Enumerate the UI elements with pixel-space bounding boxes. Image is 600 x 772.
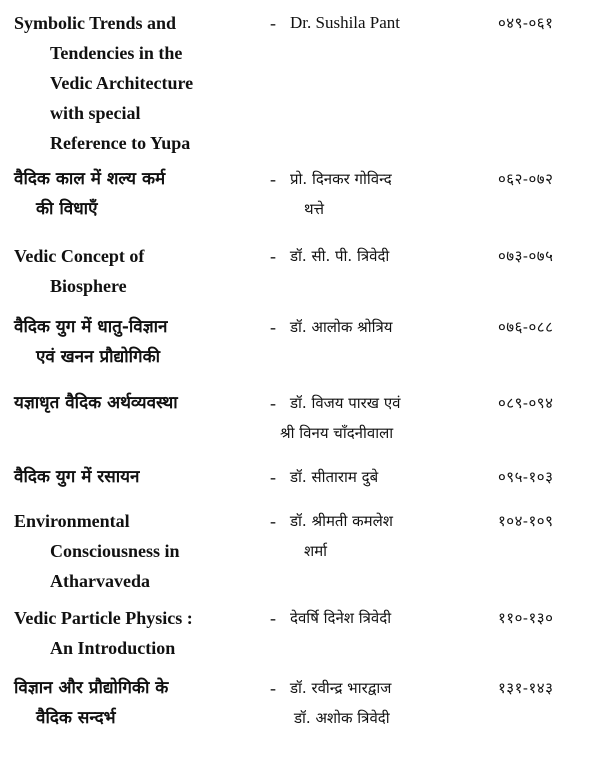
entry-author: [290, 603, 490, 633]
entry-title-line: वैदिक काल में शल्य कर्म: [14, 169, 166, 189]
entry-pages: ०९५-१०३: [498, 468, 554, 486]
entry-title-line: Biosphere: [50, 276, 127, 296]
toc-entry: [0, 312, 600, 372]
toc-entry: [0, 603, 600, 663]
entry-title: [14, 241, 260, 301]
entry-title-line: वैदिक युग में धातु-विज्ञान: [14, 317, 168, 337]
entry-author-line: डॉ. सीताराम दुबे: [290, 468, 379, 486]
entry-author: [290, 241, 490, 271]
separator-dash: -: [270, 169, 276, 189]
entry-title: [14, 462, 260, 492]
entry-pages: ०७६-०८८: [498, 318, 554, 336]
entry-author-line: थत्ते: [304, 200, 324, 218]
entry-author-line: शर्मा: [304, 542, 328, 560]
entry-title-line: Vedic Architecture: [50, 73, 194, 93]
toc-entry: [0, 8, 600, 158]
entry-author: [290, 8, 490, 38]
entry-author-line: डॉ. विजय पारख एवं: [290, 394, 401, 412]
toc-entry: [0, 673, 600, 743]
entry-author-line: देवर्षि दिनेश त्रिवेदी: [290, 609, 392, 627]
entry-author: [290, 462, 490, 492]
entry-title-line: Vedic Concept of: [14, 246, 145, 266]
entry-title: [14, 673, 260, 733]
entry-author-line: डॉ. सी. पी. त्रिवेदी: [290, 247, 390, 265]
separator-dash: -: [270, 678, 276, 698]
entry-pages: ०७३-०७५: [498, 247, 554, 265]
entry-author-line: डॉ. श्रीमती कमलेश: [290, 512, 393, 530]
entry-title-line: विज्ञान और प्रौद्योगिकी के: [14, 678, 169, 698]
entry-title-line: Atharvaveda: [50, 571, 150, 591]
toc-entry: [0, 388, 600, 448]
entry-title: [14, 312, 260, 372]
entry-title-line: Tendencies in the: [50, 43, 183, 63]
separator-dash: -: [270, 467, 276, 487]
entry-author-line: डॉ. आलोक श्रोत्रिय: [290, 318, 393, 336]
entry-author-line: प्रो. दिनकर गोविन्द: [290, 170, 392, 188]
entry-pages: ११०-१३०: [498, 609, 554, 627]
entry-author: [290, 164, 490, 224]
entry-title-line: वैदिक युग में रसायन: [14, 467, 140, 487]
separator-dash: -: [270, 608, 276, 628]
separator-dash: -: [270, 511, 276, 531]
entry-title-line: Consciousness in: [50, 541, 180, 561]
entry-title: [14, 506, 260, 596]
entry-title-line: with special: [50, 103, 141, 123]
entry-title-line: Environmental: [14, 511, 130, 531]
entry-author-line: डॉ. अशोक त्रिवेदी: [294, 709, 390, 727]
entry-author: [290, 312, 490, 342]
entry-pages: १०४-१०९: [498, 512, 554, 530]
toc-entry: [0, 462, 600, 492]
entry-pages: ०४९-०६१: [498, 14, 554, 32]
toc-entry: [0, 241, 600, 301]
entry-title-line: Symbolic Trends and: [14, 13, 177, 33]
entry-title-line: वैदिक सन्दर्भ: [36, 708, 116, 728]
separator-dash: -: [270, 393, 276, 413]
entry-title: [14, 603, 260, 663]
entry-author: [290, 673, 490, 733]
entry-pages: ०८९-०९४: [498, 394, 554, 412]
entry-title-line: Vedic Particle Physics :: [14, 608, 193, 628]
separator-dash: -: [270, 13, 276, 33]
entry-title-line: Reference to Yupa: [50, 133, 191, 153]
entry-title: [14, 388, 260, 418]
entry-author: [290, 506, 490, 566]
entry-author-line: Dr. Sushila Pant: [290, 13, 401, 32]
entry-author-line: डॉ. रवीन्द्र भारद्वाज: [290, 679, 392, 697]
toc-entry: [0, 506, 600, 596]
toc-entry: [0, 164, 600, 224]
entry-title-line: An Introduction: [50, 638, 176, 658]
entry-title-line: की विधाएँ: [36, 199, 98, 219]
entry-author: [280, 388, 490, 448]
entry-pages: ०६२-०७२: [498, 170, 554, 188]
entry-pages: १३१-१४३: [498, 679, 554, 697]
entry-title-line: एवं खनन प्रौद्योगिकी: [36, 347, 161, 367]
entry-title: [14, 164, 260, 224]
separator-dash: -: [270, 317, 276, 337]
entry-author-line: श्री विनय चाँदनीवाला: [280, 424, 394, 442]
entry-title: [14, 8, 260, 158]
entry-title-line: यज्ञाधृत वैदिक अर्थव्यवस्था: [14, 393, 178, 413]
separator-dash: -: [270, 246, 276, 266]
